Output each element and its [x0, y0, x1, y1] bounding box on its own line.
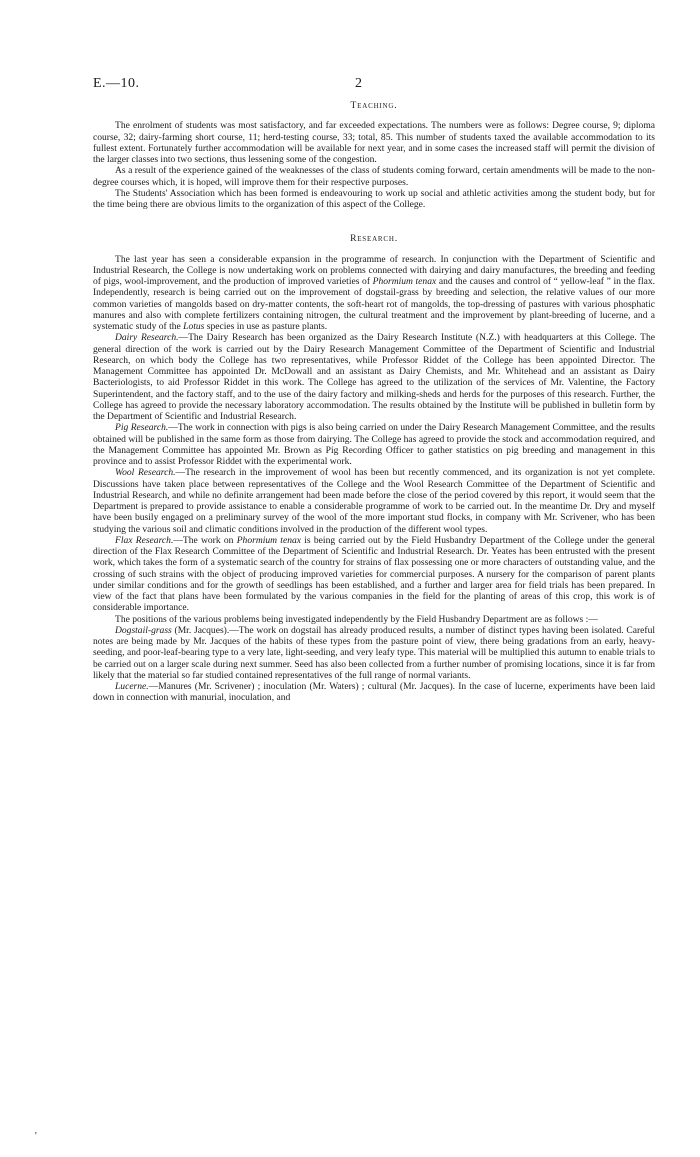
- dogstail-grass-text: (Mr. Jacques).—The work on dogstail has already produced results, a number of distinct types having been isolated. Careful notes are being made by Mr. Jacques of the habits of these types from the pasture point of view, there being gradations from an early, heavy-seeding, and poor-leaf-bearing type to a very late, light-seeding, and very leafy type. This material will be multiplied this autumn to enable trials to be carried out on a larger scale during next summer. Seed has also been collected from a further number of promising locations, since it is far from likely that the material so far studied contained representatives of the full range of normal variants.: [93, 624, 655, 681]
- research-intro-text-c: species in use as pasture plants.: [204, 321, 328, 332]
- paragraph-course-amendments: As a result of the experience gained of the weaknesses of the class of students coming forward, certain amendments will be made to the non-degree courses which, it is hoped, will improve them for their respective purposes.: [93, 165, 655, 188]
- species-name: Phormium tenax: [372, 276, 437, 287]
- flax-research-text-b: is being carried out by the Field Husbandry Department of the College under the general direction of the Flax Research Committee of the Department of Scientific and Industrial Research. Dr. Yeates has been entrusted with the present work, which takes the form of a systematic search of the country for strains of flax possessing one or more characters of outstanding value, and the crossing of such strains with the object of producing improved varieties for commercial purposes. A nursery for the comparison of parent plants under similar conditions and for the growth of seedlings has been established, and a further and larger area for field trials has been prepared. In view of the fact that plans have been formulated by the various companies in the field for the planting of areas of this crop, this work is of considerable importance.: [93, 534, 655, 614]
- paragraph-flax-research: [93, 535, 655, 614]
- paragraph-research-intro: [93, 254, 655, 333]
- flax-research-text-a: —The work on: [173, 534, 237, 546]
- paragraph-positions: The positions of the various problems being investigated independently by the Field Husbandry Department are as follows :—: [115, 613, 598, 625]
- paragraph-enrolment: The enrolment of students was most satisfactory, and far exceeded expectations. The numbers were as follows: Degree course, 9; diploma course, 32; dairy-farming short course, 11; herd-testing course, 33; total, 85. This number of students taxed the available accommodation to its fullest extent. Fortunately further accommodation will be available for next year, and in some cases the increased staff will permit the division of the larger classes into two sections, thus lessening some of the congestion.: [93, 120, 655, 165]
- pig-research-text: —The work in connection with pigs is also being carried on under the Dairy Research Management Committee, and the results obtained will be published in the same form as those from dairying. The College has agreed to provide the stock and accommodation required, and the Management Committee has appointed Mr. Brown as Pig Recording Officer to gather statistics on pig breeding and management in this province and to assist Professor Riddet with the experimental work.: [93, 422, 656, 467]
- section-heading-teaching: Teaching.: [350, 100, 398, 111]
- genus-name: Lotus: [183, 321, 205, 332]
- paragraph-pig-research: [93, 422, 655, 467]
- paragraph-wool-research: [93, 467, 655, 535]
- dairy-research-text: —The Dairy Research has been organized as the Dairy Research Institute (N.Z.) with headquarters at this College. The general direction of the work is carried out by the Dairy Research Management Committee of the Department of Scientific and Industrial Research, on which body the College has two representatives, while Professor Riddet of the College has been appointed Director. The Management Committee has appointed Dr. McDowall and an assistant as Dairy Chemists, and Mr. Whitehead and an assistant as Dairy Bacteriologists, to aid Professor Riddet in this work. The College has agreed to the utilization of the services of Mr. Valentine, the Factory Superintendent, and the factory staff, and to the use of the dairy factory and milking-sheds and herds for the purposes of this research. Further, the College has agreed to provide the necessary laboratory accommodation. The results obtained by the Institute will be published in bulletin form by the Department of Scientific and Industrial Research.: [93, 332, 656, 422]
- flax-species-name: Phormium tenax: [236, 534, 301, 546]
- section-heading-research: Research.: [350, 233, 398, 245]
- paragraph-dogstail-grass: [93, 625, 655, 681]
- research-intro-text-a: The last year has seen a considerable expansion in the programme of research. In conjunction with the Department of Scientific and Industrial Research, the College is now undertaking work on problems connected with dairying and dairy manufactures, the breeding and feeding of pigs, wool-improvement, and the production of improved varieties of: [93, 253, 655, 287]
- subheading-dairy-research: Dairy Research.: [115, 332, 179, 344]
- report-reference: E.—10.: [93, 76, 140, 91]
- subheading-lucerne: Lucerne.: [115, 681, 149, 692]
- lucerne-text: —Manures (Mr. Scrivener) ; inoculation (Mr. Waters) ; cultural (Mr. Jacques). In the case of lucerne, experiments have been laid down in connection with manurial, inoculation, and: [93, 681, 655, 704]
- subheading-pig-research: Pig Research.: [115, 422, 169, 434]
- subheading-flax-research: Flax Research.: [115, 534, 174, 546]
- research-intro-text-b: and the causes and control of “ yellow-leaf ” in the flax. Independently, research is being carried out on the improvement of dogstail-grass by breeding and selection, the relative values of our more common varieties of mangolds based on dry-matter contents, the soft-heart rot of mangolds, the top-dressing of pastures with various phosphatic manures and also with complete fertilizers containing nitrogen, the cultural treatment and the improvement by plant-breeding of lucerne, and a systematic study of the: [93, 276, 656, 332]
- paragraph-lucerne: [93, 681, 655, 704]
- page-header: [93, 76, 607, 92]
- page-body: [93, 100, 655, 704]
- margin-mark: ': [35, 1131, 37, 1142]
- subheading-wool-research: Wool Research.: [115, 467, 176, 479]
- page-number: 2: [355, 76, 362, 91]
- paragraph-dairy-research: [93, 332, 655, 422]
- subheading-dogstail-grass: Dogstail-grass: [115, 624, 172, 636]
- wool-research-text: —The research in the improvement of wool has been but recently commenced, and its organization is not yet complete. Discussions have taken place between representatives of the College and the Wool Research Committee of the Department of Scientific and Industrial Research, and while no definite arrangement had been made before the close of the period covered by this report, it would seem that the Department is prepared to provide assistance to enable a considerable programme of work to be carried out. In the meantime Dr. Dry and myself have been busily engaged on a preliminary survey of the wool of the more important stud flocks, in company with Mr. Scrivener, who has been studying the various soil and climatic conditions involved in the production of the different wool types.: [93, 467, 656, 535]
- paragraph-students-association: The Students' Association which has been formed is endeavouring to work up social and athletic activities among the student body, but for the time being there are obvious limits to the organization of this aspect of the College.: [93, 187, 655, 210]
